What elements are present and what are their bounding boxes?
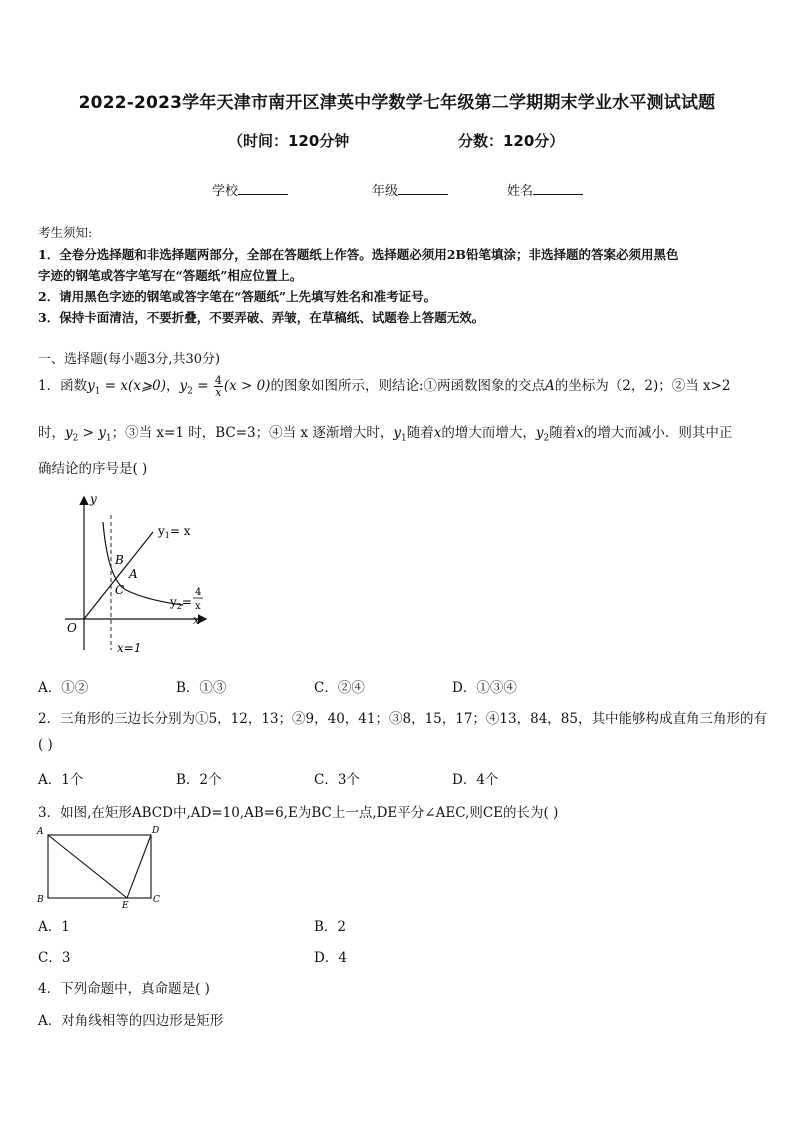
label-y2-num: 4 [195,587,202,598]
notice-heading: 考生须知: [38,225,93,240]
q1-frac-num: 4 [214,374,222,387]
q1-var: y [87,378,95,394]
q3-option-c[interactable]: C．3 [38,950,71,966]
q1-fraction [214,375,223,398]
point-e-label: E [122,901,129,908]
line-y1 [84,532,153,619]
q1-var: y [179,378,188,394]
notice-item: 字迹的钢笔或答字笔写在“答题纸”相应位置上。 [38,268,303,283]
school-label: 学校 [212,184,239,199]
vertex-d-label: D [152,826,160,836]
q2-option-c[interactable]: C．3个 [314,772,360,788]
exam-time: （时间：120分钟 [228,132,350,150]
point-c-label: C [115,583,125,597]
q1-sub: 2 [187,386,193,397]
segment-de [127,835,151,898]
q1-var: y [65,425,73,441]
q1-var: y [393,425,401,441]
x-eq-1-label: x=1 [117,641,142,655]
q1-text: 的增大而增大， [441,425,536,441]
label-y2-den: x [195,601,201,612]
segment-ae [48,835,127,898]
q1-text: ；③当 x=1 时，BC=3；④当 x 逐渐增大时， [111,425,394,441]
q2-text: 2．三角形的三边长分别为①5，12，13；②9，40，41；③8，15，17；④13，84，85，其中能够构成直角三角形的有 [38,711,767,727]
q3-rectangle-figure [34,822,164,908]
q4-option-a[interactable]: A．对角线相等的四边形是矩形 [38,1013,224,1029]
q1-var: y [535,425,544,441]
q1-option-d[interactable]: D．①③④ [452,680,517,696]
q1-comma: ， [166,378,180,394]
q4-text: 4．下列命题中，真命题是( ) [38,981,210,997]
vertex-b-label: B [37,895,44,905]
q2-option-a[interactable]: A．1个 [38,772,84,788]
y-axis-label: y [90,492,97,506]
q2-option-b[interactable]: B．2个 [176,772,222,788]
q1-point: A [545,378,555,394]
point-b-label: B [115,553,124,567]
q1-graph [55,490,215,660]
q2-option-d[interactable]: D．4个 [452,772,499,788]
q1-text: 的增大而减小．则其中正 [583,425,733,441]
page-title: 2022-2023学年天津市南开区津英中学数学七年级第二学期期末学业水平测试试题 [78,93,716,113]
q3-option-d[interactable]: D．4 [314,950,347,966]
q1-sub: 2 [543,433,550,444]
q1-text: 的坐标为（2，2)；②当 x>2 [554,378,731,394]
vertex-c-label: C [153,895,160,905]
q1-var: x [576,425,584,441]
q1-var: x [433,425,442,441]
notice-item: 3．保持卡面清洁，不要折叠，不要弄破、弄皱，在草稿纸、试题卷上答题无效。 [38,310,485,325]
q1-text: 的图象如图所示，则结论:①两函数图象的交点 [270,378,546,394]
q1-text: 时， [38,425,65,441]
name-blank[interactable] [533,182,583,195]
q1-eq-sign: = [192,378,213,394]
q3-option-a[interactable]: A．1 [38,919,70,935]
grade-field[interactable] [372,180,448,199]
q1-option-c[interactable]: C．②④ [314,680,365,696]
vertex-a-label: A [37,827,44,837]
grade-blank[interactable] [398,182,448,195]
notice-item: 2．请用黑色字迹的钢笔或答字笔在“答题纸”上先填写姓名和准考证号。 [38,289,437,304]
rectangle-abcd [48,835,151,898]
q1-frac-den: x [215,386,222,399]
q1-text: 随着 [549,425,577,441]
x-axis-label: x [193,613,200,627]
q1-eq: = x(x⩾0) [100,378,167,394]
q1-option-a[interactable]: A．①② [38,680,89,696]
q1-line1 [38,374,731,398]
q1-sub: 1 [94,386,101,397]
q3-text: 3．如图,在矩形ABCD中,AD=10,AB=6,E为BC上一点,DE平分∠AEC,则CE的长为( ) [38,805,559,821]
exam-score: 分数：120分） [458,132,565,150]
q1-line3: 确结论的序号是( ) [38,461,148,477]
q1-line2 [38,421,732,444]
q1-cond: (x > 0) [223,378,271,394]
q1-sub: 1 [105,433,112,444]
notice-item: 1．全卷分选择题和非选择题两部分，全部在答题纸上作答。选择题必须用2B铅笔填涂；非选择题的答案必须用黑色 [38,247,679,262]
section-heading: 一、选择题(每小题3分,共30分) [38,352,221,367]
label-y1: $y_1= x$ [158,524,191,540]
name-field[interactable] [507,180,583,199]
origin-label: O [67,621,77,635]
q2-paren: ( ) [38,737,53,753]
q1-sub: 1 [400,433,407,444]
q1-var: > y [78,425,106,441]
school-blank[interactable] [238,182,288,195]
q3-option-b[interactable]: B．2 [314,919,347,935]
q1-text: 随着 [406,425,434,441]
point-a-label: A [129,567,138,581]
q1-sub: 2 [72,433,79,444]
grade-label: 年级 [372,184,399,199]
label-y2: $y_2=$ [170,595,192,611]
q1-number: 1．函数 [38,378,88,394]
name-label: 姓名 [507,184,534,199]
school-field[interactable] [212,180,288,199]
q1-option-b[interactable]: B．①③ [176,680,227,696]
